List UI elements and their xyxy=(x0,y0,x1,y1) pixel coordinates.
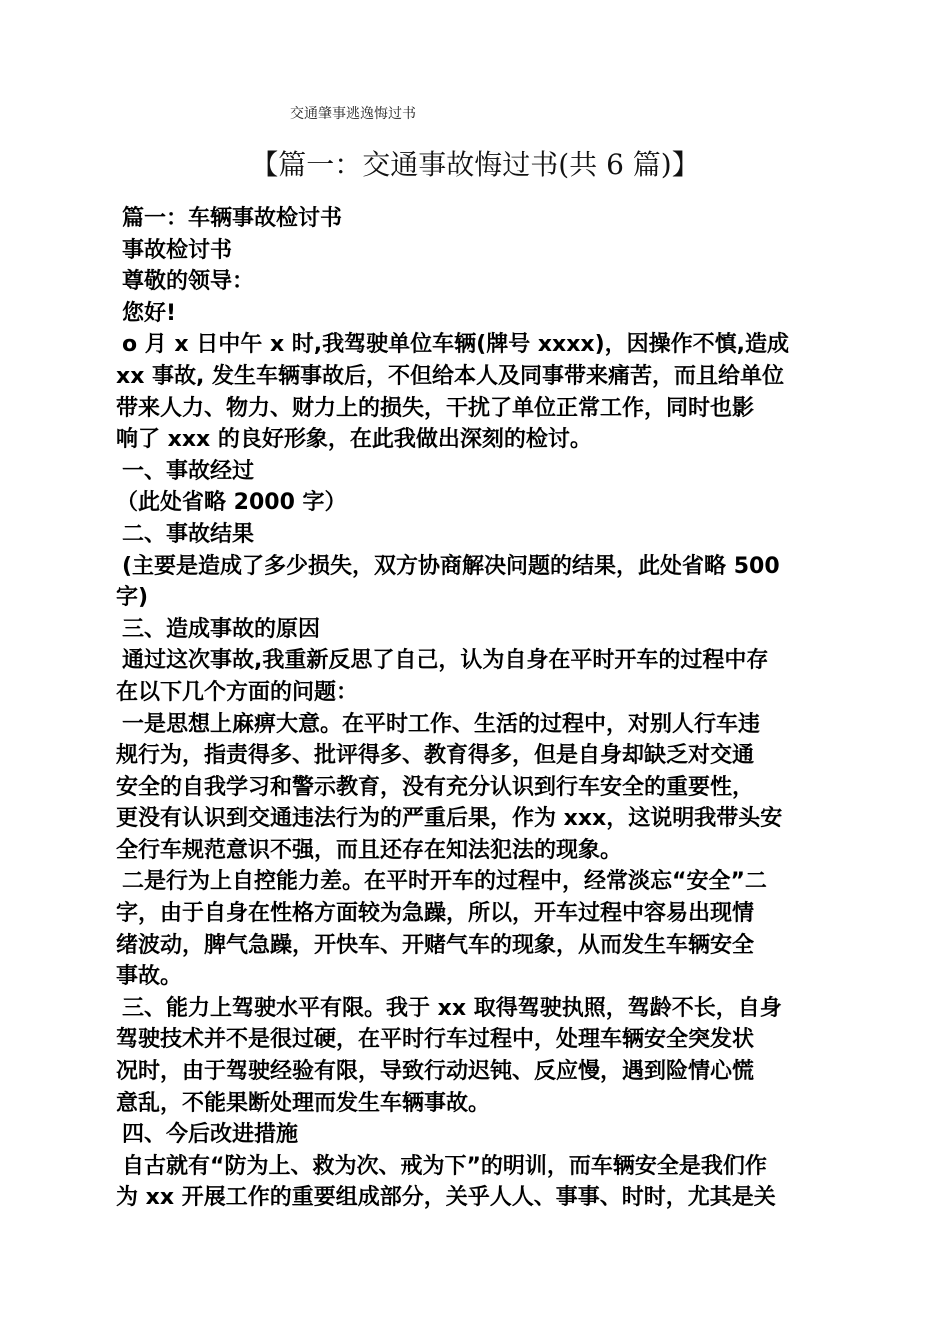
text-line: 通过这次事故,我重新反思了自己，认为自身在平时开车的过程中存 xyxy=(122,648,769,674)
text-line: (主要是造成了多少损失，双方协商解决问题的结果，此处省略 500 xyxy=(122,553,780,579)
document-title: 【篇一：交通事故悔过书(共 6 篇)】 xyxy=(250,148,700,181)
text-line: 意乱，不能果断处理而发生车辆事故。 xyxy=(116,1090,491,1116)
text-line: 自古就有“防为上、救为次、戒为下”的明训，而车辆安全是我们作 xyxy=(122,1153,767,1179)
text-line: o 月 x 日中午 x 时,我驾驶单位车辆(牌号 xxxx)，因操作不慎,造成 xyxy=(122,332,790,358)
text-line: 更没有认识到交通违法行为的严重后果，作为 xxx，这说明我带头安 xyxy=(116,806,783,832)
text-line: 在以下几个方面的问题： xyxy=(116,679,359,705)
text-line: 一是思想上麻痹大意。在平时工作、生活的过程中，对别人行车违 xyxy=(122,711,761,737)
text-line: 带来人力、物力、财力上的损失，干扰了单位正常工作，同时也影 xyxy=(116,395,755,421)
text-line: 事故。 xyxy=(116,964,183,990)
text-line: 为 xx 开展工作的重要组成部分，关乎人人、事事、时时，尤其是关 xyxy=(116,1185,776,1211)
text-line: 一、事故经过 xyxy=(122,458,255,484)
text-line: 况时，由于驾驶经验有限，导致行动迟钝、反应慢，遇到险情心慌 xyxy=(116,1059,755,1085)
text-line: 驾驶技术并不是很过硬，在平时行车过程中，处理车辆安全突发状 xyxy=(116,1027,755,1053)
text-line: 篇一：车辆事故检讨书 xyxy=(122,206,343,231)
text-line: 全行车规范意识不强，而且还存在知法犯法的现象。 xyxy=(116,837,623,863)
text-line: xx 事故, 发生车辆事故后，不但给本人及同事带来痛苦，而且给单位 xyxy=(116,363,785,389)
text-line: 二是行为上自控能力差。在平时开车的过程中，经常淡忘“安全”二 xyxy=(122,869,767,895)
text-line: 响了 xxx 的良好形象，在此我做出深刻的检讨。 xyxy=(116,427,592,453)
text-line: 字) xyxy=(116,585,149,611)
text-line: 规行为，指责得多、批评得多、教育得多，但是自身却缺乏对交通 xyxy=(116,743,755,769)
text-line: 事故检讨书 xyxy=(122,237,233,263)
text-line: 三、造成事故的原因 xyxy=(122,616,321,642)
text-line: 二、事故结果 xyxy=(122,521,255,547)
header-note: 交通肇事逃逸悔过书 xyxy=(290,106,416,122)
text-line: 绪波动，脾气急躁，开快车、开赌气车的现象，从而发生车辆安全 xyxy=(116,932,755,958)
text-line: 字，由于自身在性格方面较为急躁，所以，开车过程中容易出现情 xyxy=(116,901,755,927)
text-line: 三、能力上驾驶水平有限。我于 xx 取得驾驶执照，驾龄不长，自身 xyxy=(122,995,782,1021)
text-line: （此处省略 2000 字） xyxy=(116,490,347,516)
document-body xyxy=(116,203,834,1214)
text-line: 尊敬的领导： xyxy=(122,269,255,295)
text-line: 您好! xyxy=(122,300,177,326)
text-line: 四、今后改进措施 xyxy=(122,1122,299,1148)
text-line: 安全的自我学习和警示教育，没有充分认识到行车安全的重要性， xyxy=(116,774,755,800)
